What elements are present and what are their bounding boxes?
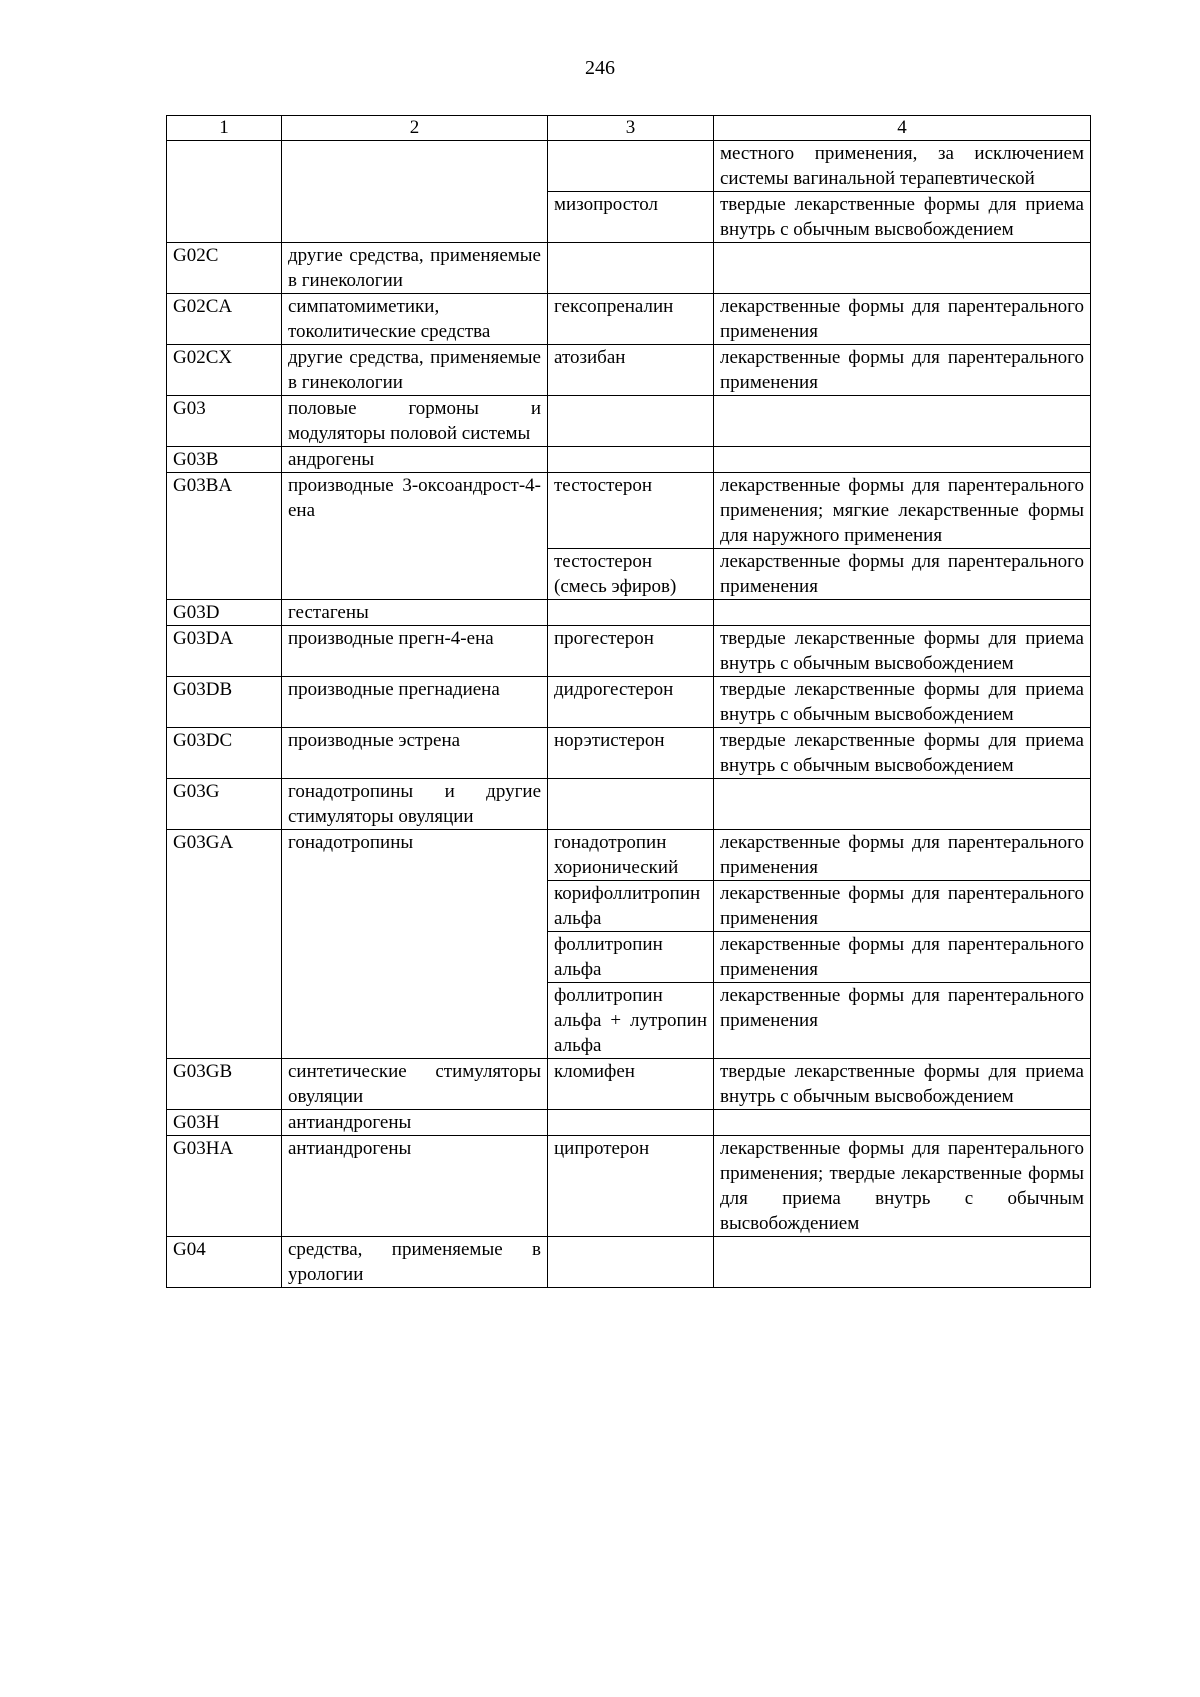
group-name-cell: синтетические стимуляторы овуляции	[282, 1059, 548, 1110]
dosage-form-cell: лекарственные формы для парентерального применения	[714, 549, 1091, 600]
column-header-4: 4	[714, 116, 1091, 141]
atc-code-cell: G03DB	[167, 677, 282, 728]
group-name-cell: производные прегн-4-ена	[282, 626, 548, 677]
group-name-cell: средства, применяемые в урологии	[282, 1237, 548, 1288]
atc-code-cell: G03H	[167, 1110, 282, 1136]
group-name-cell: производные эстрена	[282, 728, 548, 779]
group-name-cell: андрогены	[282, 447, 548, 473]
dosage-form-cell: лекарственные формы для парентерального применения	[714, 932, 1091, 983]
dosage-form-cell: твердые лекарственные формы для приема внутрь с обычным высвобождением	[714, 192, 1091, 243]
atc-code-cell: G03D	[167, 600, 282, 626]
drug-name-cell	[548, 600, 714, 626]
drug-name-cell	[548, 396, 714, 447]
drug-name-cell: ципротерон	[548, 1136, 714, 1237]
atc-code-cell: G03DA	[167, 626, 282, 677]
group-name-cell: антиандрогены	[282, 1110, 548, 1136]
dosage-form-cell: твердые лекарственные формы для приема внутрь с обычным высвобождением	[714, 677, 1091, 728]
atc-code-cell: G02C	[167, 243, 282, 294]
table-header	[167, 116, 1091, 141]
column-header-3: 3	[548, 116, 714, 141]
header-row	[167, 116, 1091, 141]
column-header-1: 1	[167, 116, 282, 141]
drug-name-cell: мизопростол	[548, 192, 714, 243]
drug-name-cell	[548, 1237, 714, 1288]
dosage-form-cell: твердые лекарственные формы для приема внутрь с обычным высвобождением	[714, 626, 1091, 677]
table-row	[167, 626, 1091, 677]
dosage-form-cell: твердые лекарственные формы для приема внутрь с обычным высвобождением	[714, 728, 1091, 779]
dosage-form-cell: лекарственные формы для парентерального применения	[714, 294, 1091, 345]
group-name-cell	[282, 141, 548, 243]
atc-code-cell: G03DC	[167, 728, 282, 779]
dosage-form-cell: лекарственные формы для парентерального применения; мягкие лекарственные формы для наружного применения	[714, 473, 1091, 549]
drug-name-cell: корифоллитропин альфа	[548, 881, 714, 932]
group-name-cell: гонадотропины и другие стимуляторы овуляции	[282, 779, 548, 830]
drug-name-cell	[548, 447, 714, 473]
drug-name-cell	[548, 1110, 714, 1136]
atc-code-cell: G03BA	[167, 473, 282, 600]
dosage-form-cell	[714, 600, 1091, 626]
dosage-form-cell	[714, 447, 1091, 473]
dosage-form-cell	[714, 1110, 1091, 1136]
page-number: 246	[585, 57, 615, 79]
table-row	[167, 1136, 1091, 1237]
atc-code-cell	[167, 141, 282, 243]
atc-code-cell: G02CA	[167, 294, 282, 345]
dosage-form-cell	[714, 243, 1091, 294]
table-row	[167, 396, 1091, 447]
table-row	[167, 294, 1091, 345]
table-row	[167, 447, 1091, 473]
drug-name-cell	[548, 141, 714, 192]
drug-name-cell: тестостерон	[548, 473, 714, 549]
atc-code-cell: G03B	[167, 447, 282, 473]
drug-name-cell: атозибан	[548, 345, 714, 396]
table-row	[167, 243, 1091, 294]
group-name-cell: другие средства, применяемые в гинекологии	[282, 345, 548, 396]
column-header-2: 2	[282, 116, 548, 141]
atc-code-cell: G04	[167, 1237, 282, 1288]
drug-name-cell: кломифен	[548, 1059, 714, 1110]
group-name-cell: половые гормоны и модуляторы половой системы	[282, 396, 548, 447]
drug-name-cell	[548, 243, 714, 294]
drug-name-cell: гексопреналин	[548, 294, 714, 345]
table-row	[167, 677, 1091, 728]
dosage-form-cell: твердые лекарственные формы для приема внутрь с обычным высвобождением	[714, 1059, 1091, 1110]
atc-code-cell: G03	[167, 396, 282, 447]
dosage-form-cell: лекарственные формы для парентерального применения	[714, 983, 1091, 1059]
table-row	[167, 1059, 1091, 1110]
table-row	[167, 141, 1091, 192]
drug-name-cell: норэтистерон	[548, 728, 714, 779]
group-name-cell: симпатомиметики, токолитические средства	[282, 294, 548, 345]
dosage-form-cell	[714, 396, 1091, 447]
group-name-cell: производные прегнадиена	[282, 677, 548, 728]
dosage-form-cell	[714, 1237, 1091, 1288]
table-row	[167, 728, 1091, 779]
dosage-form-cell: лекарственные формы для парентерального применения	[714, 345, 1091, 396]
table-row	[167, 473, 1091, 549]
drug-name-cell: тестостерон (смесь эфиров)	[548, 549, 714, 600]
drug-name-cell: прогестерон	[548, 626, 714, 677]
table-row	[167, 779, 1091, 830]
drug-name-cell: дидрогестерон	[548, 677, 714, 728]
atc-code-cell: G03GA	[167, 830, 282, 1059]
drug-name-cell: фоллитропин альфа + лутропин альфа	[548, 983, 714, 1059]
atc-code-cell: G02CX	[167, 345, 282, 396]
group-name-cell: другие средства, применяемые в гинекологии	[282, 243, 548, 294]
table-row	[167, 1110, 1091, 1136]
group-name-cell: производные 3-оксоандрост-4-ена	[282, 473, 548, 600]
dosage-form-cell: лекарственные формы для парентерального применения; твердые лекарственные формы для приема внутрь с обычным высвобождением	[714, 1136, 1091, 1237]
group-name-cell: гестагены	[282, 600, 548, 626]
dosage-form-cell: местного применения, за исключением системы вагинальной терапевтической	[714, 141, 1091, 192]
group-name-cell: антиандрогены	[282, 1136, 548, 1237]
dosage-form-cell	[714, 779, 1091, 830]
drug-name-cell: гонадотропин хорионический	[548, 830, 714, 881]
table-row	[167, 830, 1091, 881]
drug-table	[166, 115, 1091, 1288]
drug-name-cell	[548, 779, 714, 830]
table-row	[167, 1237, 1091, 1288]
table-row	[167, 600, 1091, 626]
drug-name-cell: фоллитропин альфа	[548, 932, 714, 983]
atc-code-cell: G03G	[167, 779, 282, 830]
table-row	[167, 345, 1091, 396]
atc-code-cell: G03GB	[167, 1059, 282, 1110]
atc-code-cell: G03HA	[167, 1136, 282, 1237]
dosage-form-cell: лекарственные формы для парентерального применения	[714, 830, 1091, 881]
group-name-cell: гонадотропины	[282, 830, 548, 1059]
dosage-form-cell: лекарственные формы для парентерального применения	[714, 881, 1091, 932]
